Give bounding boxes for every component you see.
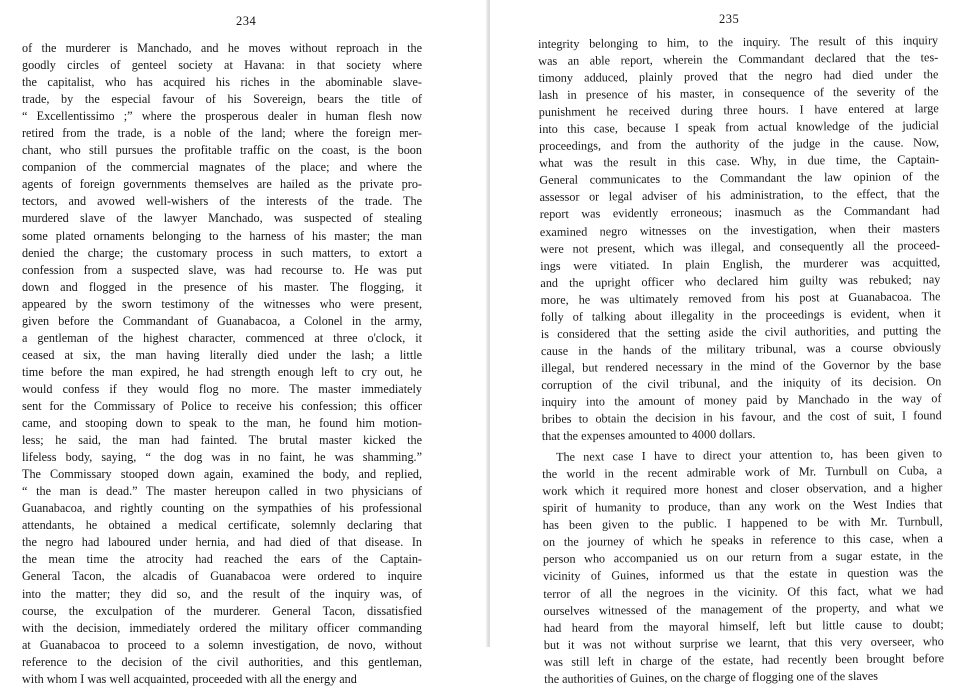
text-line: less; he said, the man had fainted. The brutal master kicked the xyxy=(22,433,422,448)
text-line: ceased at six, the man having literally died under the lash; a little xyxy=(22,347,422,362)
text-line: the capitalist, who has acquired his riches in the abominable slave- xyxy=(22,75,422,90)
text-line: folly of talking about illegality in the proceedings is evident, when it xyxy=(540,305,941,324)
text-line: was an able report, wherein the Commandant declared that the tes- xyxy=(538,50,939,69)
text-line: The Commissary stooped down again, examined the body, and replied, xyxy=(22,467,422,482)
text-line: the authorities of Guines, on the charge of flogging one of the slaves xyxy=(544,668,879,686)
left-page-body xyxy=(22,40,422,688)
text-line: integrity belonging to him, to the inquiry. The result of this inquiry xyxy=(538,33,939,51)
text-line: on the journey of which he speaks in reference to this case, when a xyxy=(542,531,943,550)
text-line: cause in the hands of the military tribunal, was a course obviously xyxy=(540,339,942,358)
text-line: murdered slave of the lawyer Manchado, was suspected of stealing xyxy=(22,211,422,226)
text-line: had heard from the mayoral himself, left but little cause to doubt; xyxy=(543,616,944,635)
text-line: trade, by the especial favour of his Sovereign, bears the title of xyxy=(22,92,422,107)
text-line: Guanabacoa, and rightly counting on the sympathies of his professional xyxy=(22,501,422,516)
text-line: ourselves witnessed of the management of the property, and what we xyxy=(543,599,944,618)
text-line: denied the charge; the customary process in such matters, to extort a xyxy=(22,245,422,260)
text-line: confession from a suspected slave, was had recourse to. He was put xyxy=(22,262,422,277)
text-line: more, he was ultimately removed from his post at Guanabacoa. The xyxy=(540,288,941,307)
text-line: lash in presence of his master, in consequence of the severity of the xyxy=(538,84,939,103)
text-line: examined negro witnesses on the investigation, when their masters xyxy=(539,220,940,239)
text-line: with whom I was well acquainted, proceeded with all the energy and xyxy=(22,671,357,686)
text-line: assessor or legal adviser of his administration, to the effect, that the xyxy=(539,186,940,205)
text-line: given before the Commandant of Guanabacoa, a Colonel in the army, xyxy=(22,313,422,328)
text-line: was still left in charge of the estate, had recently been brought before xyxy=(543,650,945,669)
text-line: were not present, which was illegal, and consequently all the proceed- xyxy=(539,237,941,256)
text-line: a gentleman of the highest character, commenced at three o'clock, it xyxy=(22,330,422,345)
right-page-body xyxy=(538,32,944,688)
text-line: lifeless body, saying, “ the dog was in no faint, he was shamming.” xyxy=(22,450,422,465)
text-line: would confess if they would flog no more. The master immediately xyxy=(22,381,422,396)
text-line: is considered that the setting aside the civil authorities, and putting the xyxy=(540,322,941,341)
text-line: work which it required more honest and closer observation, and a higher xyxy=(542,480,943,499)
text-line: but it was not without surprise we learnt, that this very overseer, who xyxy=(543,633,944,652)
text-line: “ Excellentissimo ;” where the prosperous dealer in human flesh now xyxy=(22,109,422,124)
text-line: bribes to obtain the decision in his favour, and the cost of suit, I found xyxy=(541,408,942,427)
text-line: at Guanabacoa to proceed to a solemn investigation, de novo, without xyxy=(22,637,422,652)
text-line: the negro had laboured under hernia, and had died of that disease. In xyxy=(22,535,422,550)
text-line: General Tacon, the alcadis of Guanabacoa were ordered to inquire xyxy=(22,569,422,584)
text-line: reference to the decision of the civil authorities, and this gentleman, xyxy=(22,654,422,669)
text-line: course, the exculpation of the murderer. General Tacon, dissatisfied xyxy=(22,603,422,618)
text-line: tectors, and avowed well-wishers of the interests of the trade. The xyxy=(22,194,422,209)
text-line: time before the man expired, he had strength enough left to cry out, he xyxy=(22,364,422,379)
text-line: sent for the Commissary of Police to receive his confession; this officer xyxy=(22,398,422,413)
text-line: has been given to the public. I happened to be with Mr. Turnbull, xyxy=(542,514,943,533)
text-line: goodly circles of genteel society at Havana: in that society where xyxy=(22,58,422,73)
text-line: illegal, but rendered necessary in the mind of the Governor by the base xyxy=(541,357,942,375)
text-line: some plated ornaments belonging to the harness of his master; the man xyxy=(22,228,422,243)
text-line: companion of the commercial magnates of the place; and where the xyxy=(22,160,422,175)
text-line: punishment he received during three hours. I have entered at large xyxy=(538,101,939,120)
text-line: into this case, because I speak from actual knowledge of the judicial xyxy=(538,118,939,137)
text-line: ings were vitiated. In plain English, the murderer was acquitted, xyxy=(540,254,941,273)
text-line: the world in the recent admirable work of Mr. Turnbull on Cuba, a xyxy=(542,463,943,482)
text-line: proceedings, and from the authority of the judge in the cause. Now, xyxy=(538,135,940,154)
text-line: agents of foreign governments themselves are hailed as the private pro- xyxy=(22,177,422,192)
text-line: the mean time the atrocity had reached the ears of the Captain- xyxy=(22,552,422,567)
text-line: attendants, he obtained a medical certificate, solemnly declaring that xyxy=(22,518,422,533)
left-page xyxy=(0,0,488,686)
text-line: The next case I have to direct your attention to, has been given to xyxy=(555,446,943,464)
text-line: timony adduced, plainly proved that the negro had died under the xyxy=(538,67,939,86)
text-line: report was evidently erroneous; inasmuch as the Commandant had xyxy=(539,203,940,222)
text-line: down and flogged in the presence of his master. The flogging, it xyxy=(22,279,422,294)
page-number-right: 235 xyxy=(719,12,740,26)
page-number-left: 234 xyxy=(236,14,257,28)
text-line: corruption of the civil tribunal, and the iniquity of its decision. On xyxy=(541,374,942,392)
text-line: that the expenses amounted to 4000 dollars. xyxy=(541,427,756,444)
text-line: into the matter; they did so, and the result of the inquiry was, of xyxy=(22,586,422,601)
text-line: General communicates to the Commandant the law opinion of the xyxy=(539,169,940,188)
text-line: appeared by the sworn testimony of the witnesses who were present, xyxy=(22,296,422,311)
text-line: and the upright officer who declared him guilty was rebuked; nay xyxy=(540,271,941,290)
text-line: vicinity of Guines, informed us that the estate in question was the xyxy=(543,565,944,584)
text-line: retired from the trade, is a noble of the land; where the foreign mer- xyxy=(22,126,422,141)
text-line: came, and stooping down to speak to the man, he found him motion- xyxy=(22,416,422,431)
text-line: of the murderer is Manchado, and he moves without reproach in the xyxy=(22,41,422,55)
text-line: inquiry into the amount of money paid by Manchado in the way of xyxy=(541,391,942,409)
text-line: person who accompanied us on our return from a sugar estate, in the xyxy=(542,548,944,567)
text-line: spirit of humanity to produce, than any work on the West Indies that xyxy=(542,497,943,516)
text-line: terror of all the negroes in the vicinity. Of this fact, what we had xyxy=(543,582,944,601)
text-line: “ the man is dead.” The master hereupon called in two physicians of xyxy=(22,484,422,499)
text-line: chant, who still pursues the profitable traffic on the coast, is the boon xyxy=(22,143,422,158)
text-line: what was the result in this case. Why, in due time, the Captain- xyxy=(539,152,940,171)
text-line: with the decision, immediately ordered the military officer commanding xyxy=(22,620,422,635)
